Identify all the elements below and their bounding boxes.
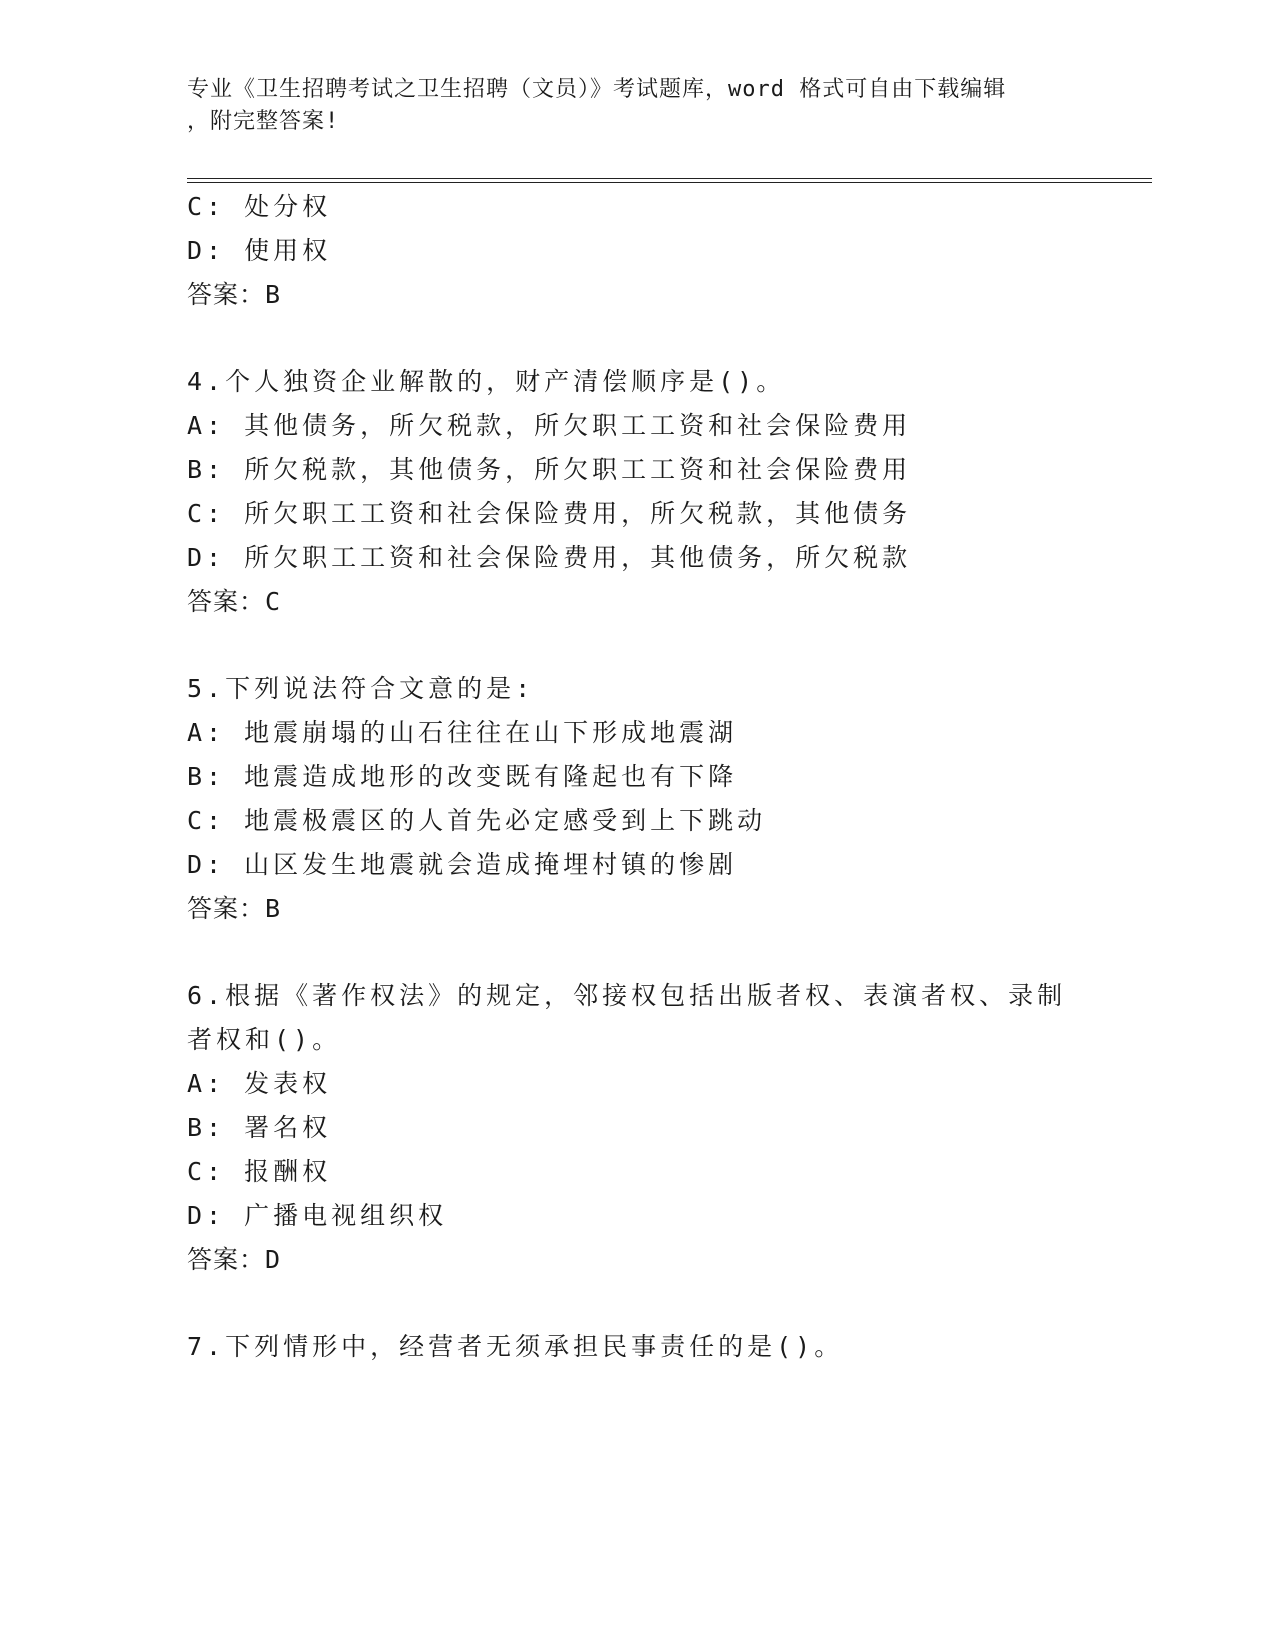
q5-option-a: A: 地震崩塌的山石往往在山下形成地震湖 xyxy=(187,718,738,747)
q6-option-b: B: 署名权 xyxy=(187,1113,332,1142)
q4-option-c: C: 所欠职工工资和社会保险费用，所欠税款，其他债务 xyxy=(187,499,912,528)
q4-option-b: B: 所欠税款，其他债务，所欠职工工资和社会保险费用 xyxy=(187,455,912,484)
q4-option-a: A: 其他债务，所欠税款，所欠职工工资和社会保险费用 xyxy=(187,411,912,440)
header-line-2: ，附完整答案! xyxy=(187,109,340,134)
q5-answer: 答案：B xyxy=(187,894,282,923)
q6-stem-line-1: 6.根据《著作权法》的规定，邻接权包括出版者权、表演者权、录制 xyxy=(187,981,1067,1010)
header-divider-top xyxy=(187,178,1152,179)
document-header xyxy=(187,74,1087,138)
q6-stem-line-2: 者权和()。 xyxy=(187,1025,342,1054)
q7-stem: 7.下列情形中，经营者无须承担民事责任的是()。 xyxy=(187,1332,844,1361)
q6-option-d: D: 广播电视组织权 xyxy=(187,1201,448,1230)
q3-option-d: D: 使用权 xyxy=(187,236,332,265)
q5-option-b: B: 地震造成地形的改变既有隆起也有下降 xyxy=(187,762,738,791)
q3-option-c: C: 处分权 xyxy=(187,192,332,221)
q6-option-a: A: 发表权 xyxy=(187,1069,332,1098)
q6-option-c: C: 报酬权 xyxy=(187,1157,332,1186)
q3-answer: 答案：B xyxy=(187,280,282,309)
q5-option-c: C: 地震极震区的人首先必定感受到上下跳动 xyxy=(187,806,767,835)
q5-option-d: D: 山区发生地震就会造成掩埋村镇的惨剧 xyxy=(187,850,738,879)
q4-stem: 4.个人独资企业解散的，财产清偿顺序是()。 xyxy=(187,367,786,396)
header-line-1: 专业《卫生招聘考试之卫生招聘（文员）》考试题库，word 格式可自由下载编辑 xyxy=(187,77,1007,102)
q5-stem: 5.下列说法符合文意的是: xyxy=(187,674,535,703)
q6-answer: 答案：D xyxy=(187,1245,282,1274)
q4-option-d: D: 所欠职工工资和社会保险费用，其他债务，所欠税款 xyxy=(187,543,912,572)
q4-answer: 答案：C xyxy=(187,587,282,616)
header-divider-bottom xyxy=(187,182,1152,183)
